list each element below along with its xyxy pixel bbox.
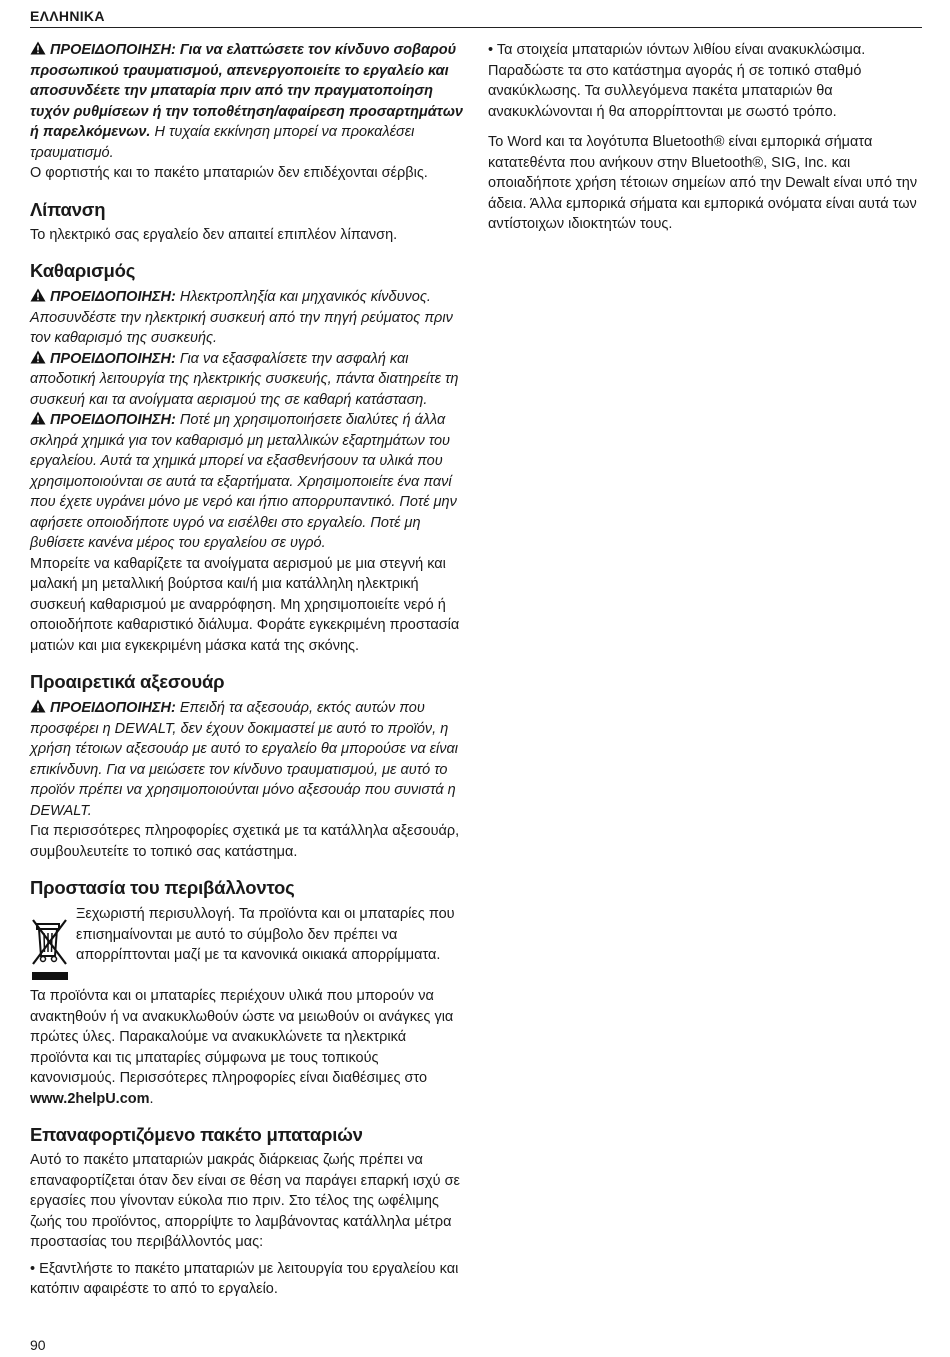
language-header: ΕΛΛΗΝΙΚΑ [30,8,922,28]
section-title-battery: Επαναφορτιζόμενο πακέτο μπαταριών [30,1124,363,1145]
accessories-warning [30,698,466,821]
section-title-environment: Προστασία του περιβάλλοντος [30,877,295,898]
accessories-text: Για περισσότερες πληροφορίες σχετικά με τα κατάλληλα αξεσουάρ, συμβουλευτείτε το τοπικό σας κατάστημα. [30,823,460,860]
warning-label: ΠΡΟΕΙΔΟΠΟΙΗΣΗ: [50,412,176,428]
section-title-cleaning: Καθαρισμός [30,260,136,281]
warning-label: ΠΡΟΕΙΔΟΠΟΙΗΣΗ: [50,700,176,716]
warning-label: ΠΡΟΕΙΔΟΠΟΙΗΣΗ: [50,350,176,367]
cleaning-warning-2 [30,349,466,411]
environment-text [30,986,466,1109]
right-column [488,40,922,235]
warning-label: ΠΡΟΕΙΔΟΠΟΙΗΣΗ: [50,289,176,305]
crossed-out-wheelie-bin-icon [30,912,70,984]
warning-triangle-icon [30,41,46,55]
warning-label: ΠΡΟΕΙΔΟΠΟΙΗΣΗ: [50,42,176,58]
warning-triangle-icon [30,350,46,364]
lubrication-text: Το ηλεκτρικό σας εργαλείο δεν απαιτεί επιπλέον λίπανση. [30,226,398,243]
service-url-link[interactable]: www.2helpU.com [30,1090,150,1107]
left-column [30,40,466,1300]
battery-bullet-2: • Τα στοιχεία μπαταριών ιόντων λιθίου είναι ανακυκλώσιμα. Παραδώστε τα στο κατάστημα αγοράς ή σε τοπικό σταθμό ανακύκλωσης. Τα συλλεγόμενα πακέτα μπαταριών θα ανακυκλώνονται ή θα απορρίπτονται με σωστό τρόπο. [488,42,866,120]
warning-text: Επειδή τα αξεσουάρ, εκτός αυτών που προσφέρει η DEWALT, δεν έχουν δοκιμαστεί με αυτό το προϊόν, η χρήση τέτοιων αξεσουάρ με αυτό το εργαλείο θα μπορούσε να είναι επικίνδυνη. Για να μειώσετε τον κίνδυνο τραυματισμού, με αυτό το προϊόν πρέπει να χρησιμοποιούνται μόνο αξεσουάρ που συνιστά η DEWALT. [30,700,458,819]
warning-triangle-icon [30,411,46,425]
page-number: 90 [30,1337,46,1353]
charger-note: Ο φορτιστής και το πακέτο μπαταριών δεν επιδέχονται σέρβις. [30,165,428,181]
warning-triangle-icon [30,699,46,713]
section-title-accessories: Προαιρετικά αξεσουάρ [30,671,225,692]
warning-text: Η τυχαία εκκίνηση μπορεί να προκαλέσει τραυματισμό. [30,124,415,161]
cleaning-warning-3 [30,410,466,554]
warning-text: Ηλεκτροπληξία και μηχανικός κίνδυνος. Αποσυνδέστε την ηλεκτρική συσκευή από την πηγή ρεύματος πριν τον καθαρισμό της συσκευής. [30,289,453,346]
warning-text: Για να εξασφαλίσετε την ασφαλή και αποδοτική λειτουργία της ηλεκτρικής συσκευής, πάντα διατηρείτε τη συσκευή και τα ανοίγματα αερισμού της σε καθαρή κατάσταση. [30,350,459,408]
weee-block [30,904,466,986]
url-suffix: . [149,1090,154,1107]
battery-text: Αυτό το πακέτο μπαταριών μακράς διάρκειας ζωής πρέπει να επαναφορτίζεται όταν δεν είναι σε θέση να παράγει επαρκή ισχύ σε εργασίες που γίνονταν εύκολα πιο πριν. Στο τέλος της ωφέλιμης ζωής του προϊόντος, απορρίψτε το λαμβάνοντας κατάλληλα μέτρα προστασίας του περιβάλλοντός μας: [30,1152,461,1250]
warning-paragraph [30,40,466,163]
warning-text: Ποτέ μη χρησιμοποιήσετε διαλύτες ή άλλα σκληρά χημικά για τον καθαρισμό μη μεταλλικών εξαρτημάτων του εργαλείου. Αυτά τα χημικά μπορεί να εξασθενήσουν τα υλικά που χρησιμοποιούνται σε αυτά τα εξαρτήματα. Χρησιμοποιείτε ένα πανί που έχετε υγράνει μόνο με νερό και ήπιο απορρυπαντικό. Ποτέ μην αφήσετε οποιοδήποτε υγρό να εισέλθει στο εργαλείο. Ποτέ μη βυθίσετε κανένα μέρος του εργαλείου σε υγρό. [30,412,457,551]
warning-bold-text: Για να ελαττώσετε τον κίνδυνο σοβαρού προσωπικού τραυματισμού, απενεργοποιείτε το εργαλείο και αποσυνδέετε την μπαταρία πριν από την πραγματοποίηση τυχόν ρυθμίσεων ή την τοποθέτηση/αφαίρεση προσαρτημάτων ή παρελκόμενων. [30,42,463,140]
cleaning-warning-1 [30,287,466,349]
cleaning-text: Μπορείτε να καθαρίζετε τα ανοίγματα αερισμού με μια στεγνή και μαλακή μη μεταλλική βούρτσα και/ή μια κατάλληλη ηλεκτρική συσκευή καθαρισμού με αναρρόφηση. Μη χρησιμοποιείτε νερό ή οποιοδήποτε καθαριστικό διάλυμα. Φοράτε εγκεκριμένη προστασία ματιών και μια εγκεκριμένη μάσκα κατά της σκόνης. [30,555,460,654]
battery-bullet-1: • Εξαντλήστε το πακέτο μπαταριών με λειτουργία του εργαλείου και κατόπιν αφαιρέστε το από το εργαλείο. [30,1260,459,1297]
trademark-notice: Το Word και τα λογότυπα Bluetooth® είναι εμπορικά σήματα κατατεθέντα που ανήκουν στην Bluetooth®, SIG, Inc. και οποιαδήποτε χρήση τέτοιων σημείων από την Dewalt είναι υπό την άδεια. Άλλα εμπορικά σήματα και εμπορικά ονόματα είναι αυτά των αντίστοιχων ιδιοκτητών τους. [488,134,918,232]
section-title-lubrication: Λίπανση [30,198,106,220]
warning-triangle-icon [30,288,46,302]
weee-text: Ξεχωριστή περισυλλογή. Τα προϊόντα και οι μπαταρίες που επισημαίνονται με αυτό το σύμβολο δεν πρέπει να απορρίπτονται μαζί με τα κανονικά οικιακά απορρίμματα. [76,906,455,963]
environment-body: Τα προϊόντα και οι μπαταρίες περιέχουν υλικά που μπορούν να ανακτηθούν ή να ανακυκλωθούν ώστε να μειωθούν οι ανάγκες για πρώτες ύλες. Παρακαλούμε να ανακυκλώνετε τα ηλεκτρικά προϊόντα και τις μπαταρίες σύμφωνα με τους τοπικούς κανονισμούς. Περισσότερες πληροφορίες είναι διαθέσιμες στο [30,988,454,1086]
